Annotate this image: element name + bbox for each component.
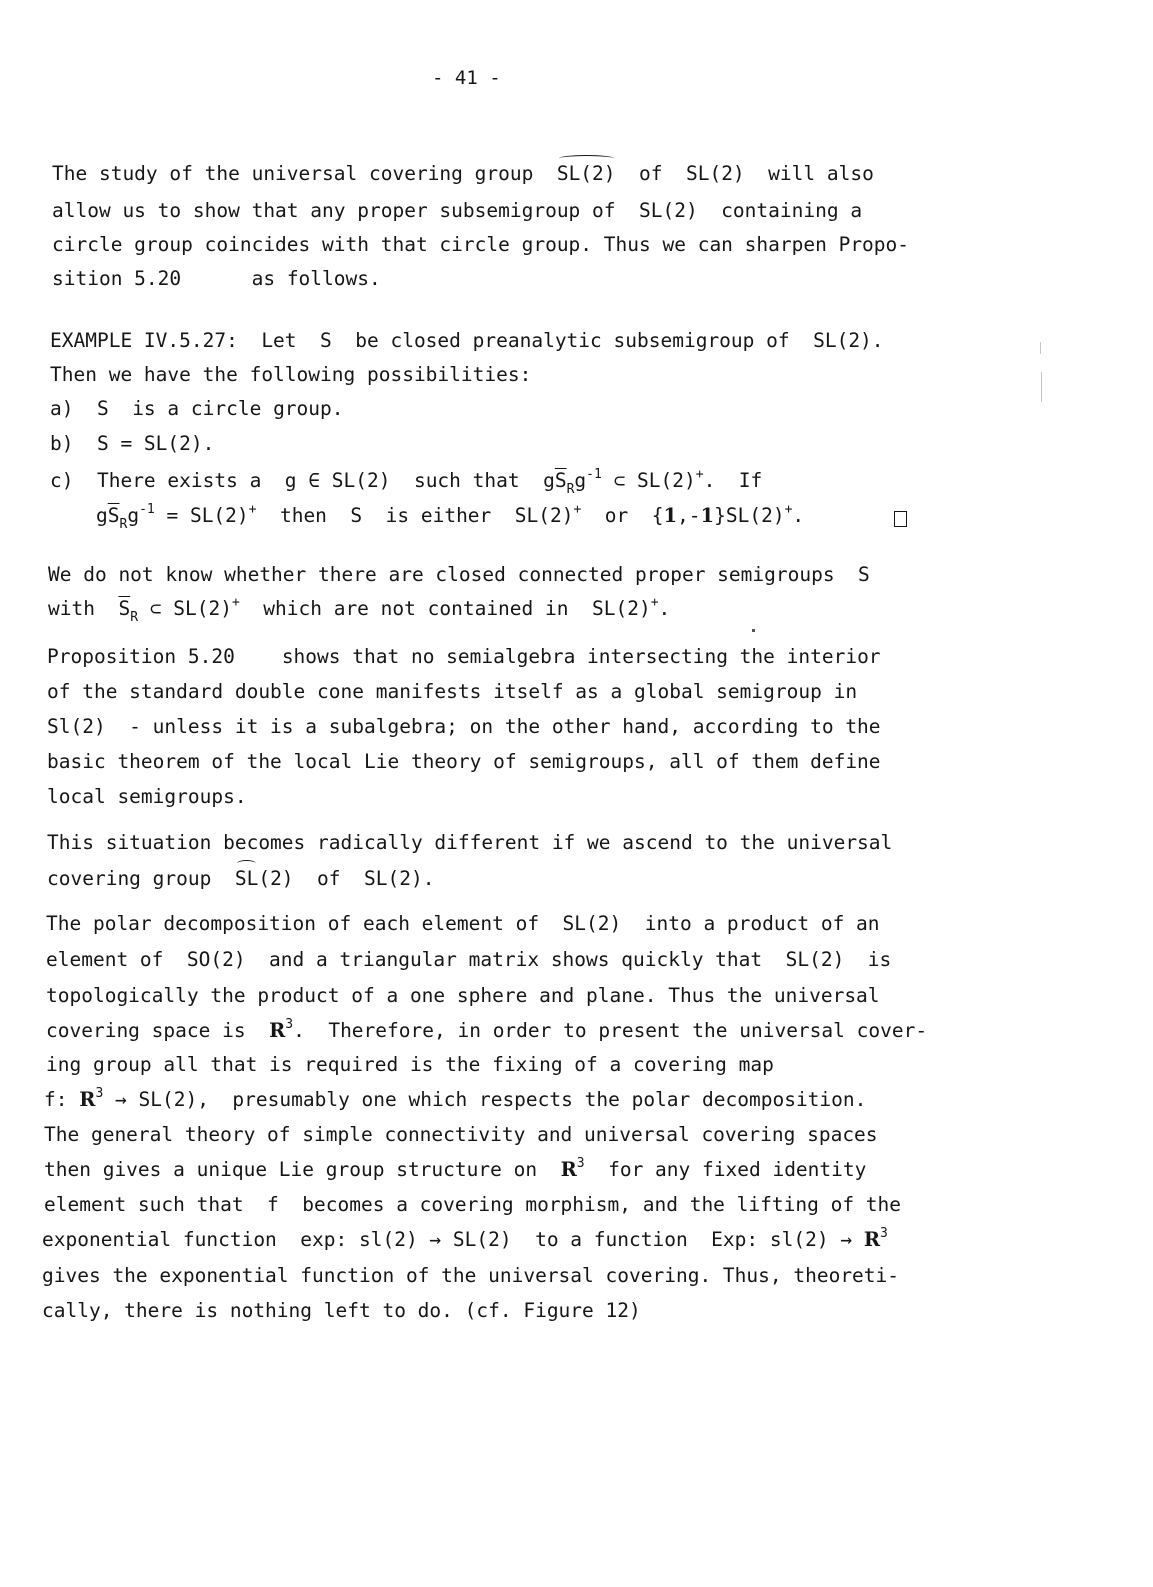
para4-line-10: exponential function exp: sl(2) → SL(2) to a function Exp: $sl(2) \to R^3$ (42, 1226, 888, 1251)
remark-line-1: We do not know whether there are closed connected proper semigroups S (48, 563, 870, 586)
para4-line-7: The general theory of simple connectivity and universal covering spaces (44, 1123, 878, 1146)
intro-line-2: allow us to show that any proper subsemigroup of SL(2) containing a (52, 199, 863, 222)
para4-line-4: covering space is $R^3$. Therefore, in order to present the universal cover- (46, 1017, 928, 1042)
scan-speck (752, 629, 755, 632)
scan-speck (1041, 372, 1042, 402)
page-number: - 41 - (432, 67, 501, 89)
case-c-line-2: $g\overline{S}_Rg^{-1} = SL(2)^+$ then S is either SL(2)+ or {1,-1}SL(2)+. (96, 502, 805, 532)
para4-line-5: ing group all that is required is the fixing of a covering map (46, 1053, 774, 1076)
intro-line-4: sition 5.20 as follows. (52, 267, 381, 290)
universal-cover-symbol: SL(2) (556, 162, 616, 185)
para4-line-12: cally, there is nothing left to do. (cf. Figure 12) (42, 1299, 641, 1322)
para4-line-6: f: $R^3 \to SL(2)$, presumably one which respects the polar decomposition. (44, 1086, 867, 1111)
case-b: b) S = SL(2). (50, 432, 215, 455)
para2-line-5: local semigroups. (47, 785, 247, 808)
para4-line-11: gives the exponential function of the universal covering. Thus, theoreti- (42, 1264, 900, 1287)
para2-line-2: of the standard double cone manifests itself as a global semigroup in (47, 680, 858, 703)
para4-line-8: then gives a unique Lie group structure on $R^3$ for any fixed identity (44, 1156, 867, 1181)
example-line-2: Then we have the following possibilities: (50, 363, 532, 386)
qed-box-icon (894, 511, 907, 527)
para4-line-9: element such that f becomes a covering morphism, and the lifting of the (44, 1193, 902, 1216)
case-c-line-1: c) There exists a g ∈ SL(2) such that $g\overline{S}_Rg^{-1}$ ⊂ SL(2)+. If (50, 467, 763, 497)
para3-line-1: This situation becomes radically different if we ascend to the universal (47, 831, 893, 854)
scan-speck (1040, 342, 1041, 354)
remark-line-2: with $\overline{S}_R$ ⊂ SL(2)+ which are not contained in SL(2)+. (48, 595, 671, 625)
example-heading: EXAMPLE IV.5.27: Let S be closed preanalytic subsemigroup of SL(2). (50, 329, 884, 352)
para2-line-4: basic theorem of the local Lie theory of semigroups, all of them define (47, 750, 881, 773)
para2-line-3: Sl(2) - unless it is a subalgebra; on the other hand, according to the (47, 715, 881, 738)
para3-line-2: covering group SL(2) of SL(2). (47, 867, 435, 890)
para4-line-2: element of SO(2) and a triangular matrix shows quickly that SL(2) is (46, 948, 892, 971)
para4-line-1: The polar decomposition of each element of SL(2) into a product of an (46, 912, 880, 935)
para4-line-3: topologically the product of a one sphere and plane. Thus the universal (46, 984, 880, 1007)
universal-cover-symbol: SL (234, 867, 259, 890)
intro-line-1: The study of the universal covering group SL(2) of SL(2) will also (52, 162, 874, 185)
intro-line-3: circle group coincides with that circle group. Thus we can sharpen Propo- (52, 233, 910, 256)
para2-line-1: Proposition 5.20 shows that no semialgebra intersecting the interior (47, 645, 881, 668)
case-a: a) S is a circle group. (50, 397, 344, 420)
